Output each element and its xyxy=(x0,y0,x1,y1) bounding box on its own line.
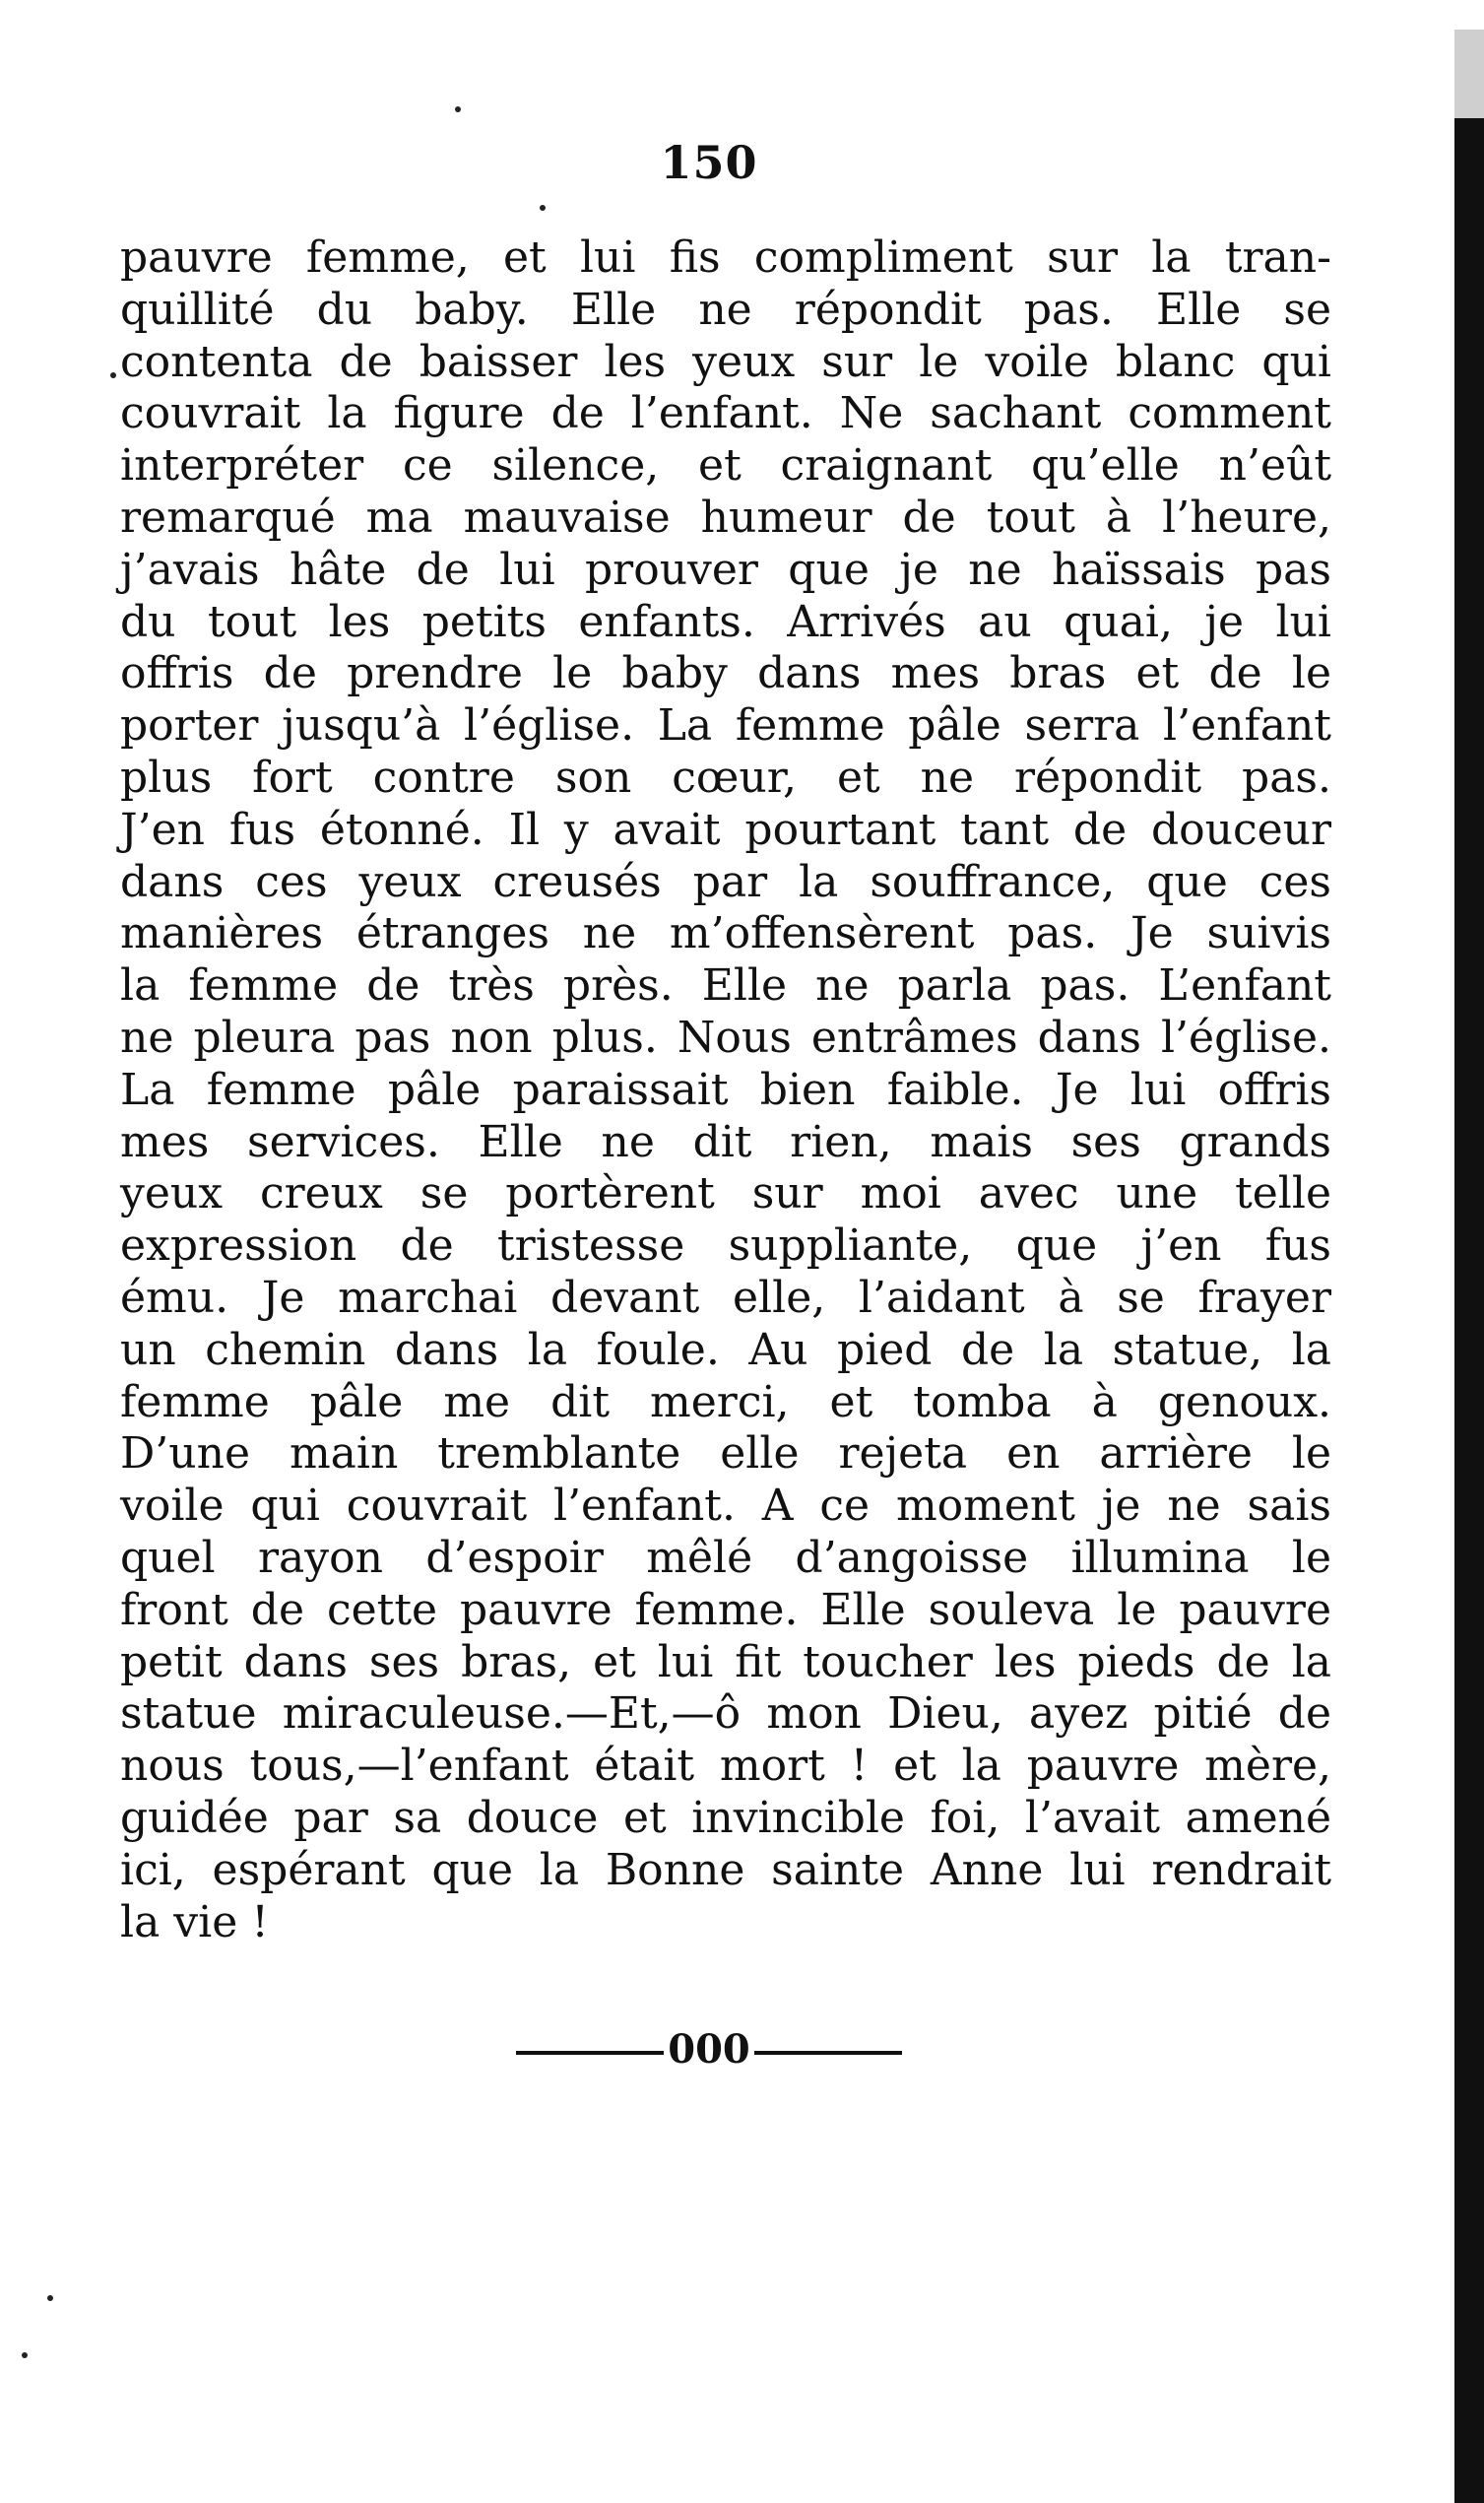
text-line: voile qui couvrait l’enfant. A ce moment je ne sais xyxy=(120,1481,1331,1532)
text-line: j’avais hâte de lui prouver que je ne haïssais pas xyxy=(120,544,1331,595)
page-number: 150 xyxy=(660,136,758,189)
ink-speck xyxy=(22,2352,28,2358)
text-line: J’en fus étonné. Il y avait pourtant tant de douceur xyxy=(120,804,1331,855)
text-line: plus fort contre son cœur, et ne répondit pas. xyxy=(120,752,1331,803)
text-line: statue miraculeuse.—Et,—ô mon Dieu, ayez pitié de xyxy=(120,1688,1331,1740)
text-line: du tout les petits enfants. Arrivés au quai, je lui xyxy=(120,596,1331,647)
text-line: petit dans ses bras, et lui fit toucher les pieds de la xyxy=(120,1636,1331,1687)
text-line: quillité du baby. Elle ne répondit pas. Elle se xyxy=(120,284,1331,335)
text-line: nous tous,—l’enfant était mort ! et la pauvre mère, xyxy=(120,1741,1331,1792)
ink-speck xyxy=(540,205,546,211)
text-line: guidée par sa douce et invincible foi, l’avait amené xyxy=(120,1792,1331,1843)
separator-rule-right xyxy=(754,2051,902,2055)
text-line: couvrait la figure de l’enfant. Ne sachant comment xyxy=(120,388,1331,439)
text-line: D’une main tremblante elle rejeta en arrière le xyxy=(120,1428,1331,1480)
text-line: manières étranges ne m’offensèrent pas. Je suivis xyxy=(120,908,1331,959)
text-line-last: la vie ! xyxy=(120,1896,269,1947)
text-line: La femme pâle paraissait bien faible. Je lui offris xyxy=(120,1064,1331,1115)
text-line: mes services. Elle ne dit rien, mais ses grands xyxy=(120,1116,1331,1167)
text-line: la femme de très près. Elle ne parla pas. L’enfant xyxy=(120,960,1331,1012)
ink-speck xyxy=(455,106,461,112)
text-line: pauvre femme, et lui fis compliment sur la tran- xyxy=(120,232,1331,283)
section-separator xyxy=(0,2025,1418,2075)
text-line: offris de prendre le baby dans mes bras et de le xyxy=(120,648,1331,699)
text-line: ici, espérant que la Bonne sainte Anne lui rendrait xyxy=(120,1844,1331,1895)
text-line: yeux creux se portèrent sur moi avec une telle xyxy=(120,1168,1331,1219)
text-line: porter jusqu’à l’église. La femme pâle serra l’enfant xyxy=(120,700,1331,752)
text-line: interpréter ce silence, et craignant qu’elle n’eût xyxy=(120,440,1331,492)
separator-label: 000 xyxy=(668,2026,750,2073)
text-line: dans ces yeux creusés par la souffrance, que ces xyxy=(120,856,1331,907)
binding-edge-highlight xyxy=(1454,30,1484,118)
text-line: ne pleura pas non plus. Nous entrâmes dans l’église. xyxy=(120,1012,1331,1063)
binding-edge xyxy=(1454,30,1484,2503)
text-line: un chemin dans la foule. Au pied de la statue, la xyxy=(120,1324,1331,1375)
text-line: expression de tristesse suppliante, que j’en fus xyxy=(120,1220,1331,1272)
text-line: femme pâle me dit merci, et tomba à genoux. xyxy=(120,1376,1331,1427)
text-line: remarqué ma mauvaise humeur de tout à l’heure, xyxy=(120,492,1331,543)
ink-speck xyxy=(47,2295,53,2301)
text-line: ému. Je marchai devant elle, l’aidant à se frayer xyxy=(120,1272,1331,1323)
text-line: contenta de baisser les yeux sur le voile blanc qui xyxy=(120,336,1331,387)
body-text xyxy=(120,232,1331,1948)
text-line: front de cette pauvre femme. Elle souleva le pauvre xyxy=(120,1584,1331,1635)
text-line: quel rayon d’espoir mêlé d’angoisse illumina le xyxy=(120,1532,1331,1583)
separator-rule-left xyxy=(516,2051,664,2055)
ink-speck xyxy=(110,372,116,378)
